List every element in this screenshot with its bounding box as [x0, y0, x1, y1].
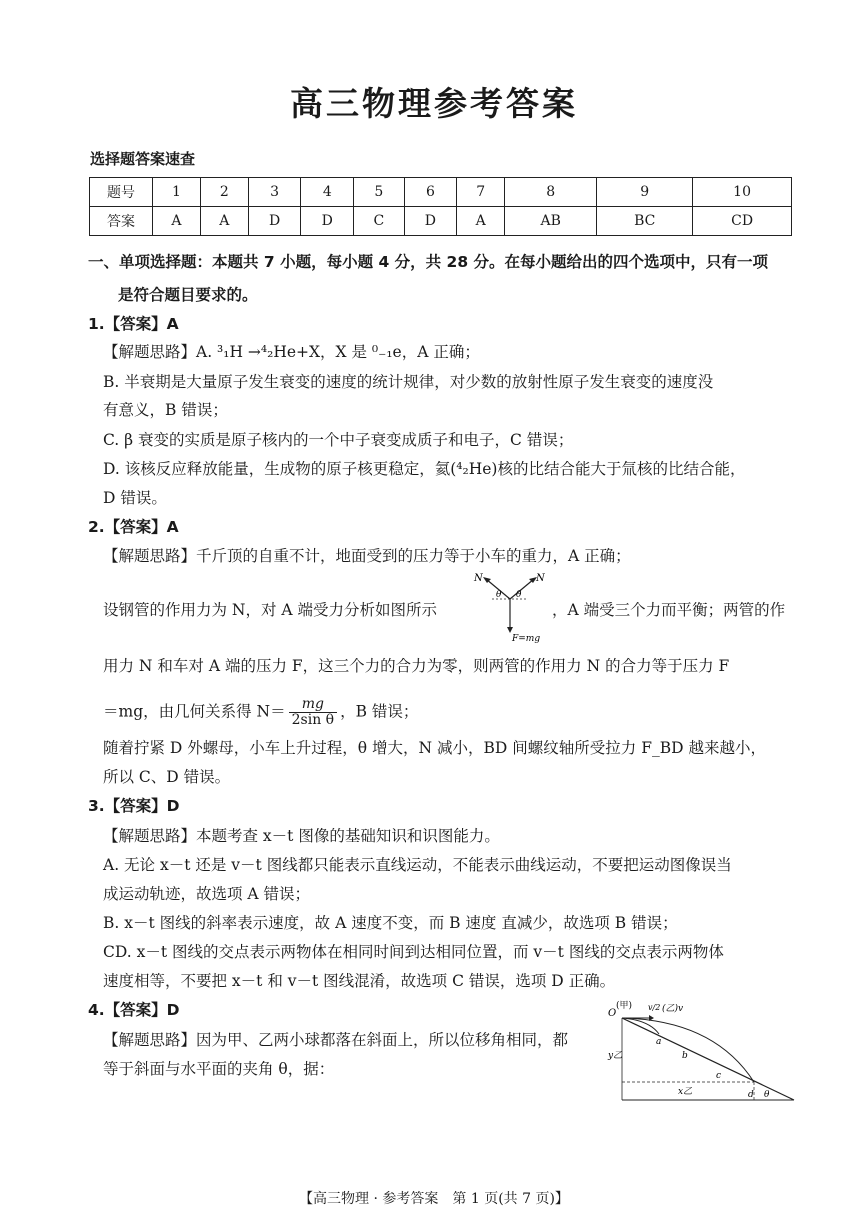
row-label-answer: 答案	[90, 207, 153, 236]
label-yi: (乙)v	[662, 1004, 684, 1014]
q1-line: C. β 衰变的实质是原子核内的一个中子衰变成质子和电子，C 错误；	[103, 431, 574, 449]
incline-diagram	[604, 1000, 800, 1104]
label-v2: v/2	[648, 1003, 661, 1012]
table-cell: 4	[301, 178, 354, 207]
row-label-question: 题号	[90, 178, 153, 207]
q1-line: D. 该核反应释放能量，生成物的原子核更稳定，氦(⁴₂He)核的比结合能大于氚核的比结合能，	[103, 460, 746, 478]
q2-line: 所以 C、D 错误。	[103, 768, 231, 786]
q4-line: 【解题思路】因为甲、乙两小球都落在斜面上，所以位移角相同，都	[103, 1031, 569, 1049]
table-cell: 2	[200, 178, 248, 207]
table-cell: 10	[693, 178, 792, 207]
page-footer: 【高三物理 · 参考答案 第 1 页(共 7 页)】	[299, 1191, 569, 1207]
force-diagram	[470, 569, 550, 645]
section-heading-line1: 一、单项选择题：本题共 7 小题，每小题 4 分，共 28 分。在每小题给出的四个选项中，只有一项	[88, 253, 769, 271]
q1-line: B. 半衰期是大量原子发生衰变的速度的统计规律，对少数的放射性原子发生衰变的速度没	[103, 373, 714, 391]
q4-line: 等于斜面与水平面的夹角 θ，据：	[103, 1060, 335, 1078]
table-row-questions	[90, 178, 792, 207]
quick-check-heading: 选择题答案速查	[90, 150, 196, 168]
label-theta-right: θ	[516, 590, 522, 600]
q3-line: B. x－t 图线的斜率表示速度，故 A 速度不变，而 B 速度 直减少，故选项 B 错误；	[103, 914, 678, 932]
answer-table	[89, 177, 792, 236]
q2-formula-tail: ，B 错误；	[340, 702, 419, 721]
table-cell: A	[153, 207, 201, 236]
table-cell: 9	[597, 178, 693, 207]
fraction	[289, 697, 337, 728]
q3-line: 【解题思路】本题考查 x－t 图像的基础知识和识图能力。	[103, 827, 500, 845]
label-f-mg: F=mg	[512, 634, 541, 644]
table-cell: 1	[153, 178, 201, 207]
q2-line-formula	[103, 697, 418, 728]
q1-line: 有意义，B 错误；	[103, 401, 228, 419]
table-cell: 3	[248, 178, 301, 207]
q3-line: CD. x－t 图线的交点表示两物体在相同时间到达相同位置，而 v－t 图线的交点表示两物体	[103, 943, 724, 961]
label-o: O	[608, 1008, 617, 1019]
page-title: 高三物理参考答案	[290, 84, 578, 123]
table-cell: D	[248, 207, 301, 236]
q1-answer: 1.【答案】A	[88, 315, 179, 333]
table-cell: 8	[505, 178, 597, 207]
table-row-answers	[90, 207, 792, 236]
fraction-denominator: 2sin θ	[291, 712, 335, 728]
label-n-left: N	[474, 573, 483, 584]
label-a: a	[656, 1037, 662, 1047]
label-theta-left: θ	[496, 590, 502, 600]
table-cell: CD	[693, 207, 792, 236]
q2-line: 【解题思路】千斤顶的自重不计，地面受到的压力等于小车的重力，A 正确；	[103, 547, 631, 565]
table-cell: A	[457, 207, 505, 236]
q2-line: 用力 N 和车对 A 端的压力 F，这三个力的合力为零，则两管的作用力 N 的合力等于压力 F	[103, 657, 730, 675]
label-x-yi: x乙	[678, 1087, 693, 1097]
q4-answer: 4.【答案】D	[88, 1001, 180, 1019]
incline-line	[622, 1018, 794, 1100]
table-cell: A	[200, 207, 248, 236]
table-cell: BC	[597, 207, 693, 236]
q3-line: 成运动轨迹，故选项 A 错误；	[103, 885, 311, 903]
q2-answer: 2.【答案】A	[88, 518, 179, 536]
table-cell: 7	[457, 178, 505, 207]
table-cell: 6	[404, 178, 457, 207]
q2-line: 设钢管的作用力为 N，对 A 端受力分析如图所示	[103, 601, 438, 619]
table-cell: C	[354, 207, 404, 236]
force-n-right	[510, 579, 534, 599]
q3-answer: 3.【答案】D	[88, 797, 180, 815]
q3-line: 速度相等，不要把 x－t 和 v－t 图线混淆，故选项 C 错误，选项 D 正确。	[103, 972, 616, 990]
arrowhead-icon	[507, 627, 513, 633]
label-theta: θ	[764, 1090, 770, 1100]
table-cell: D	[404, 207, 457, 236]
label-n-right: N	[536, 573, 545, 584]
q2-line: 随着拧紧 D 外螺母，小车上升过程，θ 增大，N 减小，BD 间螺纹轴所受拉力 F_BD 越来越小，	[103, 739, 766, 757]
q2-line: ，A 端受三个力而平衡；两管的作	[552, 601, 786, 619]
q2-formula-lead: ＝mg，由几何关系得 N＝	[103, 702, 286, 721]
label-c: c	[716, 1071, 722, 1081]
label-y-yi: y乙	[608, 1051, 623, 1061]
label-b: b	[682, 1051, 688, 1061]
label-jia: (甲)	[616, 1001, 633, 1011]
q1-line: D 错误。	[103, 489, 167, 507]
label-d: d	[748, 1090, 754, 1100]
q1-line: 【解题思路】A. ³₁H →⁴₂He+X，X 是 ⁰₋₁e，A 正确；	[103, 343, 480, 361]
table-cell: 5	[354, 178, 404, 207]
table-cell: AB	[505, 207, 597, 236]
q3-line: A. 无论 x－t 还是 v－t 图线都只能表示直线运动，不能表示曲线运动，不要把运动图像误当	[103, 856, 732, 874]
table-cell: D	[301, 207, 354, 236]
section-heading-line2: 是符合题目要求的。	[118, 286, 258, 304]
fraction-numerator: mg	[289, 697, 337, 713]
